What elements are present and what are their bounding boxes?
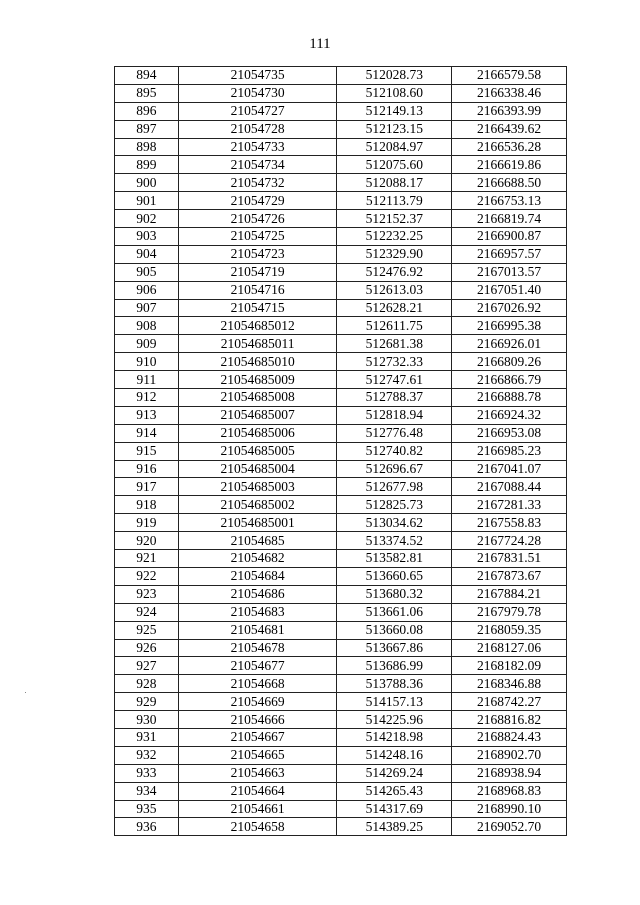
x-coordinate-cell: 514248.16 [337,746,452,764]
x-coordinate-cell: 513582.81 [337,550,452,568]
table-row [115,603,567,621]
x-coordinate-cell: 514218.98 [337,728,452,746]
point-id-cell: 21054735 [178,67,337,85]
point-id-cell: 21054685012 [178,317,337,335]
point-id-cell: 21054685007 [178,406,337,424]
row-number-cell: 925 [115,621,179,639]
row-number-cell: 903 [115,228,179,246]
row-number-cell: 936 [115,818,179,836]
row-number-cell: 930 [115,711,179,729]
y-coordinate-cell: 2166819.74 [452,210,567,228]
x-coordinate-cell: 512476.92 [337,263,452,281]
point-id-cell: 21054725 [178,228,337,246]
table-row [115,353,567,371]
point-id-cell: 21054668 [178,675,337,693]
row-number-cell: 933 [115,764,179,782]
row-number-cell: 910 [115,353,179,371]
row-number-cell: 928 [115,675,179,693]
row-number-cell: 934 [115,782,179,800]
point-id-cell: 21054669 [178,693,337,711]
x-coordinate-cell: 512028.73 [337,67,452,85]
y-coordinate-cell: 2166753.13 [452,192,567,210]
coordinates-table-body [115,67,567,836]
y-coordinate-cell: 2166924.32 [452,406,567,424]
row-number-cell: 909 [115,335,179,353]
row-number-cell: 926 [115,639,179,657]
y-coordinate-cell: 2166953.08 [452,424,567,442]
table-row [115,335,567,353]
x-coordinate-cell: 512613.03 [337,281,452,299]
row-number-cell: 923 [115,585,179,603]
point-id-cell: 21054682 [178,550,337,568]
x-coordinate-cell: 512740.82 [337,442,452,460]
x-coordinate-cell: 512628.21 [337,299,452,317]
y-coordinate-cell: 2167724.28 [452,532,567,550]
point-id-cell: 21054685011 [178,335,337,353]
x-coordinate-cell: 512747.61 [337,371,452,389]
table-row [115,585,567,603]
x-coordinate-cell: 513660.65 [337,567,452,585]
table-row [115,693,567,711]
table-row [115,299,567,317]
x-coordinate-cell: 513660.08 [337,621,452,639]
point-id-cell: 21054727 [178,102,337,120]
x-coordinate-cell: 512788.37 [337,389,452,407]
y-coordinate-cell: 2167088.44 [452,478,567,496]
row-number-cell: 927 [115,657,179,675]
point-id-cell: 21054685001 [178,514,337,532]
y-coordinate-cell: 2167281.33 [452,496,567,514]
y-coordinate-cell: 2166579.58 [452,67,567,85]
y-coordinate-cell: 2167013.57 [452,263,567,281]
y-coordinate-cell: 2166866.79 [452,371,567,389]
point-id-cell: 21054733 [178,138,337,156]
point-id-cell: 21054677 [178,657,337,675]
x-coordinate-cell: 514265.43 [337,782,452,800]
row-number-cell: 916 [115,460,179,478]
row-number-cell: 900 [115,174,179,192]
row-number-cell: 920 [115,532,179,550]
table-row [115,67,567,85]
x-coordinate-cell: 513686.99 [337,657,452,675]
table-row [115,657,567,675]
x-coordinate-cell: 512825.73 [337,496,452,514]
table-row [115,192,567,210]
row-number-cell: 913 [115,406,179,424]
point-id-cell: 21054681 [178,621,337,639]
table-row [115,728,567,746]
table-row [115,496,567,514]
x-coordinate-cell: 512123.15 [337,120,452,138]
table-row [115,639,567,657]
row-number-cell: 897 [115,120,179,138]
table-row [115,514,567,532]
row-number-cell: 914 [115,424,179,442]
point-id-cell: 21054658 [178,818,337,836]
y-coordinate-cell: 2168968.83 [452,782,567,800]
y-coordinate-cell: 2168127.06 [452,639,567,657]
x-coordinate-cell: 513788.36 [337,675,452,693]
y-coordinate-cell: 2166985.23 [452,442,567,460]
y-coordinate-cell: 2166439.62 [452,120,567,138]
point-id-cell: 21054683 [178,603,337,621]
y-coordinate-cell: 2166926.01 [452,335,567,353]
row-number-cell: 935 [115,800,179,818]
point-id-cell: 21054716 [178,281,337,299]
x-coordinate-cell: 514157.13 [337,693,452,711]
y-coordinate-cell: 2168346.88 [452,675,567,693]
table-row [115,317,567,335]
scan-speck [25,692,26,693]
x-coordinate-cell: 512776.48 [337,424,452,442]
point-id-cell: 21054678 [178,639,337,657]
x-coordinate-cell: 512681.38 [337,335,452,353]
x-coordinate-cell: 512149.13 [337,102,452,120]
point-id-cell: 21054730 [178,84,337,102]
table-row [115,478,567,496]
row-number-cell: 932 [115,746,179,764]
row-number-cell: 895 [115,84,179,102]
point-id-cell: 21054685002 [178,496,337,514]
point-id-cell: 21054729 [178,192,337,210]
row-number-cell: 912 [115,389,179,407]
point-id-cell: 21054685003 [178,478,337,496]
row-number-cell: 918 [115,496,179,514]
y-coordinate-cell: 2167041.07 [452,460,567,478]
x-coordinate-cell: 512075.60 [337,156,452,174]
row-number-cell: 904 [115,245,179,263]
x-coordinate-cell: 514225.96 [337,711,452,729]
point-id-cell: 21054728 [178,120,337,138]
row-number-cell: 896 [115,102,179,120]
point-id-cell: 21054685010 [178,353,337,371]
x-coordinate-cell: 512113.79 [337,192,452,210]
x-coordinate-cell: 512732.33 [337,353,452,371]
row-number-cell: 921 [115,550,179,568]
table-row [115,174,567,192]
row-number-cell: 924 [115,603,179,621]
table-row [115,567,567,585]
point-id-cell: 21054686 [178,585,337,603]
point-id-cell: 21054726 [178,210,337,228]
row-number-cell: 929 [115,693,179,711]
table-row [115,800,567,818]
y-coordinate-cell: 2168182.09 [452,657,567,675]
table-row [115,210,567,228]
y-coordinate-cell: 2167051.40 [452,281,567,299]
row-number-cell: 931 [115,728,179,746]
point-id-cell: 21054685006 [178,424,337,442]
table-row [115,120,567,138]
y-coordinate-cell: 2168824.43 [452,728,567,746]
table-row [115,532,567,550]
x-coordinate-cell: 512084.97 [337,138,452,156]
row-number-cell: 911 [115,371,179,389]
row-number-cell: 907 [115,299,179,317]
y-coordinate-cell: 2166888.78 [452,389,567,407]
y-coordinate-cell: 2166995.38 [452,317,567,335]
y-coordinate-cell: 2167979.78 [452,603,567,621]
row-number-cell: 901 [115,192,179,210]
x-coordinate-cell: 513680.32 [337,585,452,603]
point-id-cell: 21054667 [178,728,337,746]
table-row [115,711,567,729]
point-id-cell: 21054723 [178,245,337,263]
table-row [115,156,567,174]
point-id-cell: 21054684 [178,567,337,585]
row-number-cell: 922 [115,567,179,585]
y-coordinate-cell: 2167873.67 [452,567,567,585]
x-coordinate-cell: 513661.06 [337,603,452,621]
y-coordinate-cell: 2167831.51 [452,550,567,568]
point-id-cell: 21054685 [178,532,337,550]
table-row [115,102,567,120]
row-number-cell: 906 [115,281,179,299]
y-coordinate-cell: 2168990.10 [452,800,567,818]
x-coordinate-cell: 514317.69 [337,800,452,818]
y-coordinate-cell: 2166393.99 [452,102,567,120]
row-number-cell: 902 [115,210,179,228]
x-coordinate-cell: 513374.52 [337,532,452,550]
row-number-cell: 917 [115,478,179,496]
point-id-cell: 21054734 [178,156,337,174]
table-row [115,138,567,156]
table-row [115,371,567,389]
table-row [115,764,567,782]
table-row [115,406,567,424]
x-coordinate-cell: 512329.90 [337,245,452,263]
table-row [115,228,567,246]
y-coordinate-cell: 2166809.26 [452,353,567,371]
y-coordinate-cell: 2166688.50 [452,174,567,192]
y-coordinate-cell: 2166619.86 [452,156,567,174]
point-id-cell: 21054685004 [178,460,337,478]
table-row [115,782,567,800]
table-row [115,550,567,568]
row-number-cell: 905 [115,263,179,281]
y-coordinate-cell: 2168059.35 [452,621,567,639]
row-number-cell: 894 [115,67,179,85]
x-coordinate-cell: 512232.25 [337,228,452,246]
table-row [115,245,567,263]
y-coordinate-cell: 2166900.87 [452,228,567,246]
x-coordinate-cell: 514389.25 [337,818,452,836]
y-coordinate-cell: 2167026.92 [452,299,567,317]
table-row [115,263,567,281]
table-row [115,621,567,639]
table-row [115,389,567,407]
table-row [115,281,567,299]
x-coordinate-cell: 512108.60 [337,84,452,102]
point-id-cell: 21054664 [178,782,337,800]
point-id-cell: 21054719 [178,263,337,281]
x-coordinate-cell: 513034.62 [337,514,452,532]
x-coordinate-cell: 512152.37 [337,210,452,228]
point-id-cell: 21054663 [178,764,337,782]
row-number-cell: 919 [115,514,179,532]
y-coordinate-cell: 2169052.70 [452,818,567,836]
point-id-cell: 21054685005 [178,442,337,460]
row-number-cell: 908 [115,317,179,335]
table-row [115,460,567,478]
table-row [115,746,567,764]
y-coordinate-cell: 2168816.82 [452,711,567,729]
point-id-cell: 21054685009 [178,371,337,389]
x-coordinate-cell: 512677.98 [337,478,452,496]
y-coordinate-cell: 2167558.83 [452,514,567,532]
table-row [115,675,567,693]
x-coordinate-cell: 513667.86 [337,639,452,657]
coordinates-table [114,66,567,836]
x-coordinate-cell: 512088.17 [337,174,452,192]
y-coordinate-cell: 2166338.46 [452,84,567,102]
table-row [115,84,567,102]
y-coordinate-cell: 2168742.27 [452,693,567,711]
x-coordinate-cell: 512611.75 [337,317,452,335]
x-coordinate-cell: 512696.67 [337,460,452,478]
y-coordinate-cell: 2166536.28 [452,138,567,156]
y-coordinate-cell: 2166957.57 [452,245,567,263]
x-coordinate-cell: 512818.94 [337,406,452,424]
point-id-cell: 21054715 [178,299,337,317]
point-id-cell: 21054665 [178,746,337,764]
row-number-cell: 915 [115,442,179,460]
page-number: 111 [309,36,331,52]
point-id-cell: 21054666 [178,711,337,729]
y-coordinate-cell: 2168902.70 [452,746,567,764]
y-coordinate-cell: 2167884.21 [452,585,567,603]
row-number-cell: 898 [115,138,179,156]
y-coordinate-cell: 2168938.94 [452,764,567,782]
table-row [115,424,567,442]
row-number-cell: 899 [115,156,179,174]
point-id-cell: 21054732 [178,174,337,192]
x-coordinate-cell: 514269.24 [337,764,452,782]
point-id-cell: 21054685008 [178,389,337,407]
point-id-cell: 21054661 [178,800,337,818]
table-row [115,442,567,460]
table-row [115,818,567,836]
